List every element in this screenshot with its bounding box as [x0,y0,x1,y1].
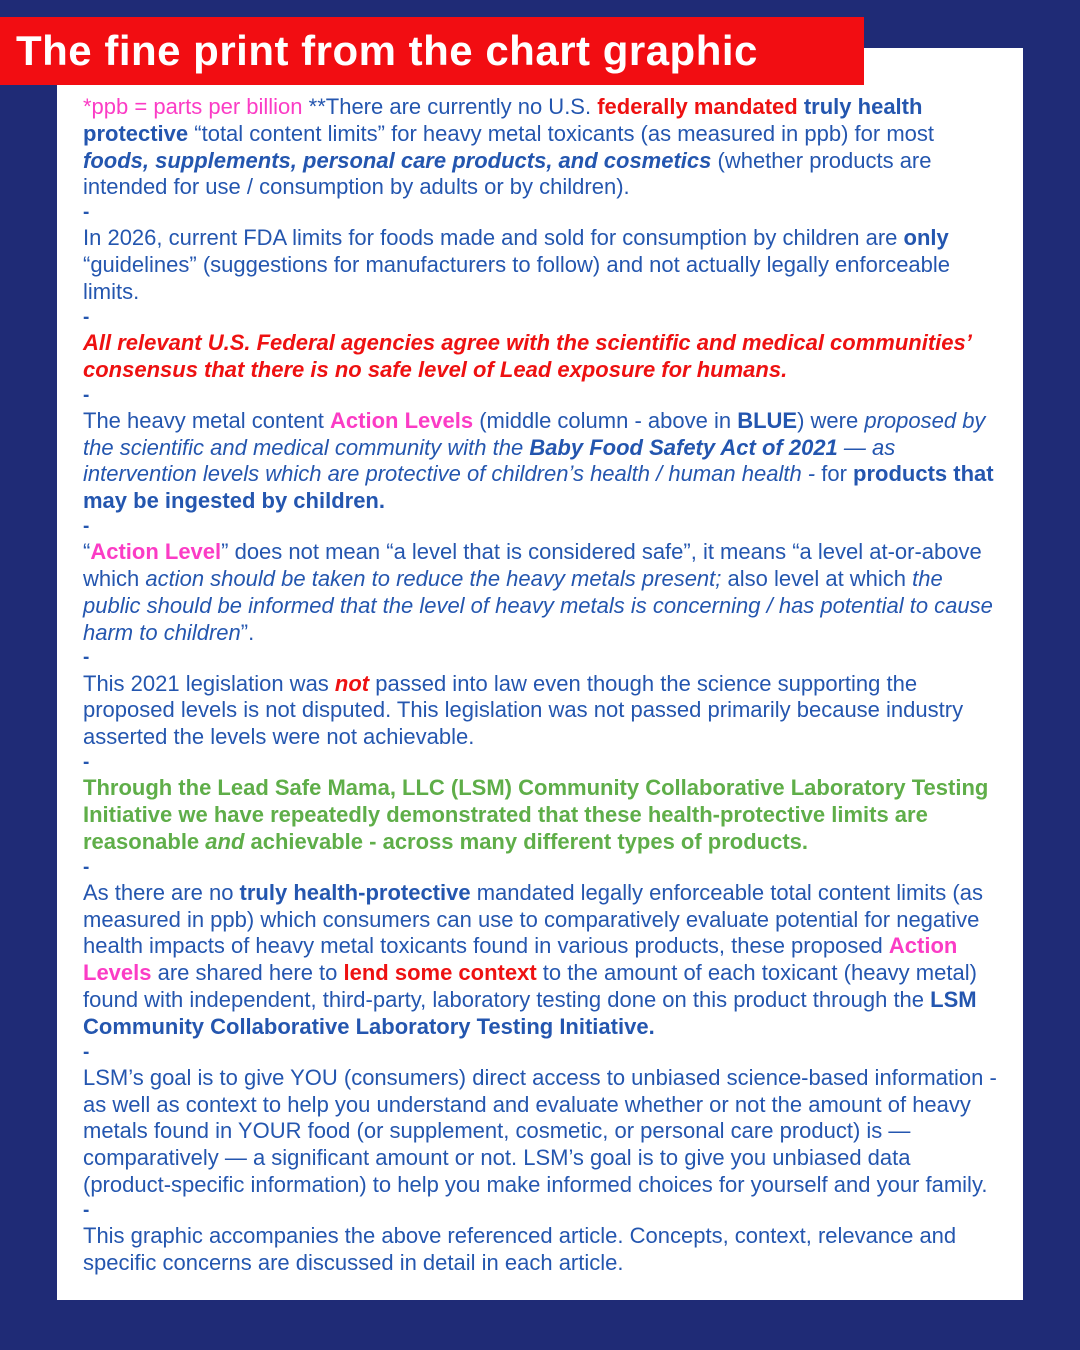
text-segment: also level at which [727,565,913,591]
paragraph-5 [83,539,1003,646]
text-segment: (middle column - above in [479,407,738,433]
text-segment: — as intervention levels which are protective of children’s health / human health - [83,434,896,487]
text-segment: (whether products are intended for use / consumption by adults or by children). [83,147,932,200]
text-segment: for [821,461,854,487]
paragraph-9 [83,1065,1003,1199]
text-segment: federally mandated [597,94,804,119]
text-segment: Baby Food Safety Act of 2021 [529,434,844,460]
paragraph-2 [83,225,1003,305]
paragraph-separator: - [83,516,90,538]
text-segment: truly health-protective [239,879,477,905]
text-segment: LSM Community Collaborative Laboratory Testing Initiative. [83,987,977,1039]
text-segment: As there are no [83,879,240,905]
paragraph-7 [83,775,1003,855]
paragraph-3 [83,330,1003,384]
paragraph-6 [83,671,1003,751]
text-segment: All relevant U.S. Federal agencies agree with the scientific and medical communities’ consensus that there is no safe level of Lead exposure for humans. [83,329,972,382]
text-segment: Action Levels [83,933,958,986]
text-segment: ” does not mean “a level that is considered safe”, it means “a level at-or-above which [83,539,982,591]
text-segment: LSM’s goal is to give YOU (consumers) direct access to unbiased science-based information - as well as context to help you understand and evaluate whether or not the amount of heavy metals found in YOUR food (or supplement, cosmetic, or personal care product) is — comparatively — a significant amount or not. LSM’s goal is to give you unbiased data (product-specific information) to help you make informed choices for yourself and your family. [83,1064,997,1198]
fine-print-text [83,94,1003,1277]
paragraph-8 [83,880,1003,1041]
paragraph-4 [83,408,1003,515]
text-segment: Through the Lead Safe Mama, LLC (LSM) Community Collaborative Laboratory Testing Initiative we have repeatedly demonstrated that these health-protective limits are reasonable [83,775,989,854]
paragraph-separator: - [83,647,90,669]
text-segment: truly health protective [83,94,923,146]
text-segment: Action Levels [330,407,480,433]
text-segment: In 2026, current FDA limits for foods made and sold for consumption by children are [83,225,904,251]
text-segment: the public should be informed that the level of heavy metals is concerning / has potential to cause harm to children [83,565,993,645]
text-segment: “ [83,539,91,565]
paragraph-separator: - [83,384,90,406]
text-segment: This graphic accompanies the above referenced article. Concepts, context, relevance and specific concerns are discussed in detail in each article. [83,1223,957,1275]
paragraph-separator: - [83,306,90,328]
text-segment: passed into law even though the science supporting the proposed levels is not disputed. This legislation was not passed primarily because industry asserted the levels were not achievable. [83,670,964,750]
text-segment: “total content limits” for heavy metal toxicants (as measured in ppb) for most [194,120,935,146]
paragraph-10 [83,1223,1003,1277]
banner [0,17,864,85]
text-segment: mandated legally enforceable total content limits (as measured in ppb) which consumers can use to comparatively evaluate potential for negative health impacts of heavy metal toxicants found in various products, these proposed [83,879,983,959]
text-segment: ”. [240,619,255,645]
text-segment: *ppb = parts per billion [83,94,309,119]
paragraph-separator: - [83,752,90,774]
text-segment: BLUE [737,407,798,433]
text-segment: action should be taken to reduce the heavy metals present; [145,565,728,591]
text-segment: foods, supplements, personal care products, and cosmetics [83,147,718,173]
text-segment: achievable - across many different types of products. [250,828,809,854]
text-segment: not [334,670,376,696]
text-segment: Action Level [90,539,222,565]
text-segment: products that may be ingested by children. [83,461,994,514]
text-segment: This 2021 legislation was [83,670,335,696]
text-segment: and [205,828,251,854]
text-segment: to the amount of each toxicant (heavy metal) found with independent, third-party, laboratory testing done on this product through the [83,960,977,1013]
text-segment: are shared here to [157,960,344,986]
text-segment: “guidelines” (suggestions for manufacturers to follow) and not actually legally enforceable limits. [83,252,951,305]
paragraph-separator: - [83,202,90,224]
text-segment: proposed by the scientific and medical community with the [83,407,986,460]
paragraph-1 [83,94,1003,201]
paragraph-separator: - [83,1199,90,1221]
paragraph-separator: - [83,1041,90,1063]
text-segment: only [903,225,949,251]
text-segment: The heavy metal content [83,407,331,433]
text-segment: lend some context [343,960,543,986]
page-title: The fine print from the chart graphic [16,27,758,74]
text-segment: ) were [797,407,865,433]
text-segment: **There are currently no U.S. [308,94,598,119]
paragraph-separator: - [83,856,90,878]
